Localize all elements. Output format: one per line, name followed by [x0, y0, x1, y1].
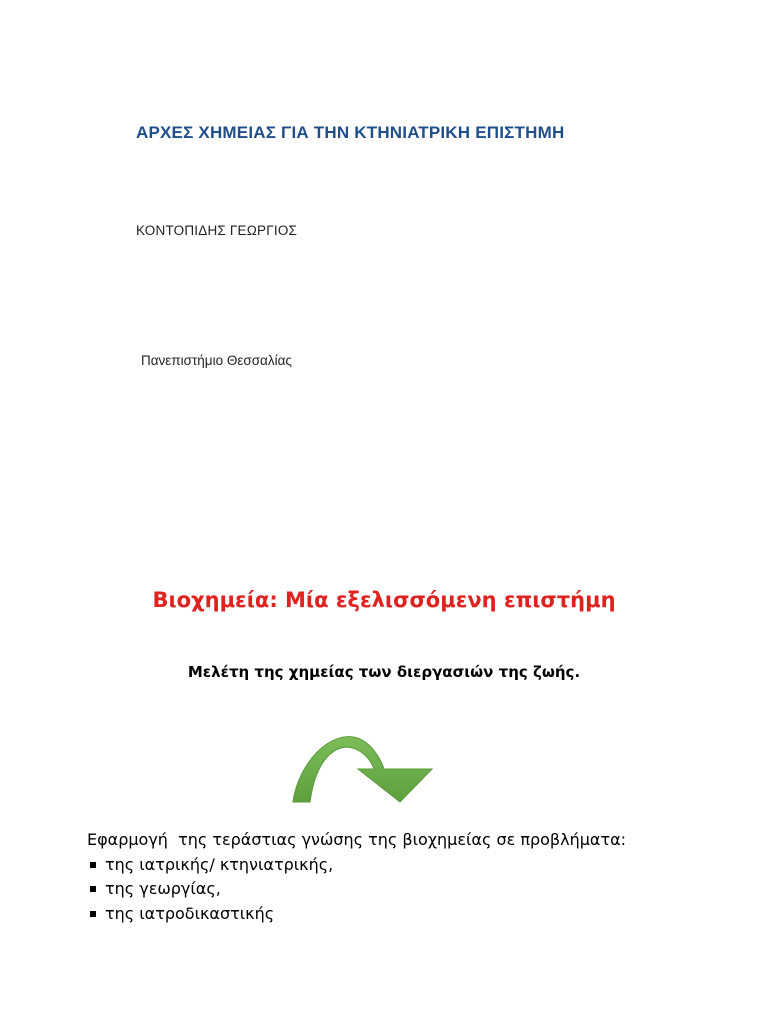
bullet-icon: [90, 911, 96, 917]
curved-arrow-icon: [292, 733, 436, 805]
bullet-icon: [90, 862, 96, 868]
slide-subtitle: Μελέτη της χημείας των διεργασιών της ζωής.: [187, 663, 581, 681]
bullet-icon: [90, 886, 96, 892]
author-name: ΚΟΝΤΟΠΙΔΗΣ ΓΕΩΡΓΙΟΣ: [136, 223, 298, 238]
list-item-label: της ιατροδικαστικής: [105, 903, 275, 923]
course-title: ΑΡΧΕΣ ΧΗΜΕΙΑΣ ΓΙΑ ΤΗΝ ΚΤΗΝΙΑΤΡΙΚΗ ΕΠΙΣΤΗΜΗ: [136, 123, 565, 142]
list-item: [87, 902, 626, 927]
intro-text: Εφαρμογή της τεράστιας γνώσης της βιοχημείας σε προβλήματα:: [87, 830, 627, 849]
list-item: [87, 877, 626, 902]
bullet-list: [87, 853, 626, 927]
slide-title: Βιοχημεία: Μία εξελισσόμενη επιστήμη: [152, 588, 616, 612]
university-name: Πανεπιστήμιο Θεσσαλίας: [141, 353, 292, 368]
list-item: [87, 853, 626, 878]
list-item-label: της ιατρικής/ κτηνιατρικής,: [105, 854, 334, 874]
list-item-label: της γεωργίας,: [105, 879, 221, 898]
body-text: [87, 828, 626, 926]
